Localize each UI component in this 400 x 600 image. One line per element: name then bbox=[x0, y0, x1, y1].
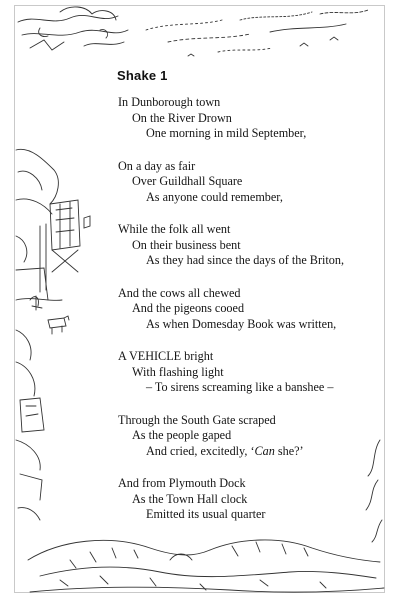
poem-line: And the pigeons cooed bbox=[132, 301, 245, 315]
poem-line: And from Plymouth Dock bbox=[118, 476, 246, 490]
emphasis-text: Can bbox=[254, 443, 275, 458]
poem-stanza bbox=[118, 476, 383, 523]
poem-line: Over Guildhall Square bbox=[132, 174, 243, 188]
poem-stanza bbox=[118, 222, 383, 269]
poem-line: As anyone could remember, bbox=[146, 189, 283, 204]
poem-line: On a day as fair bbox=[118, 158, 196, 173]
poem-line: A VEHICLE bright bbox=[118, 349, 214, 363]
poem-stanza bbox=[118, 413, 383, 460]
poem-line: And cried, excitedly, ‘Can she?’ bbox=[146, 443, 304, 458]
poem-line: Through the South Gate scraped bbox=[118, 412, 276, 427]
poem-line: On their business bent bbox=[132, 237, 241, 252]
poem-stanza bbox=[118, 159, 383, 206]
poem-stanza bbox=[118, 286, 383, 333]
poem-line: – To sirens screaming like a banshee – bbox=[146, 380, 334, 394]
poem-line: While the folk all went bbox=[118, 222, 231, 236]
poem-stanza bbox=[118, 349, 383, 396]
poem-body bbox=[118, 95, 383, 540]
poem-line: On the River Drown bbox=[132, 110, 232, 125]
poem-line: As they had since the days of the Briton, bbox=[146, 253, 345, 267]
poem-line: As when Domesday Book was written, bbox=[146, 316, 337, 331]
poem-line: In Dunborough town bbox=[118, 95, 221, 109]
poem-line: Emitted its usual quarter bbox=[146, 507, 266, 521]
poem-title: Shake 1 bbox=[117, 68, 168, 83]
poem-line: And the cows all chewed bbox=[118, 285, 241, 300]
poem-line: As the Town Hall clock bbox=[132, 491, 248, 506]
poem-line: As the people gaped bbox=[132, 428, 232, 442]
poem-line: With flashing light bbox=[132, 364, 224, 379]
poem-stanza bbox=[118, 95, 383, 142]
poem-line: One morning in mild September, bbox=[146, 126, 307, 140]
